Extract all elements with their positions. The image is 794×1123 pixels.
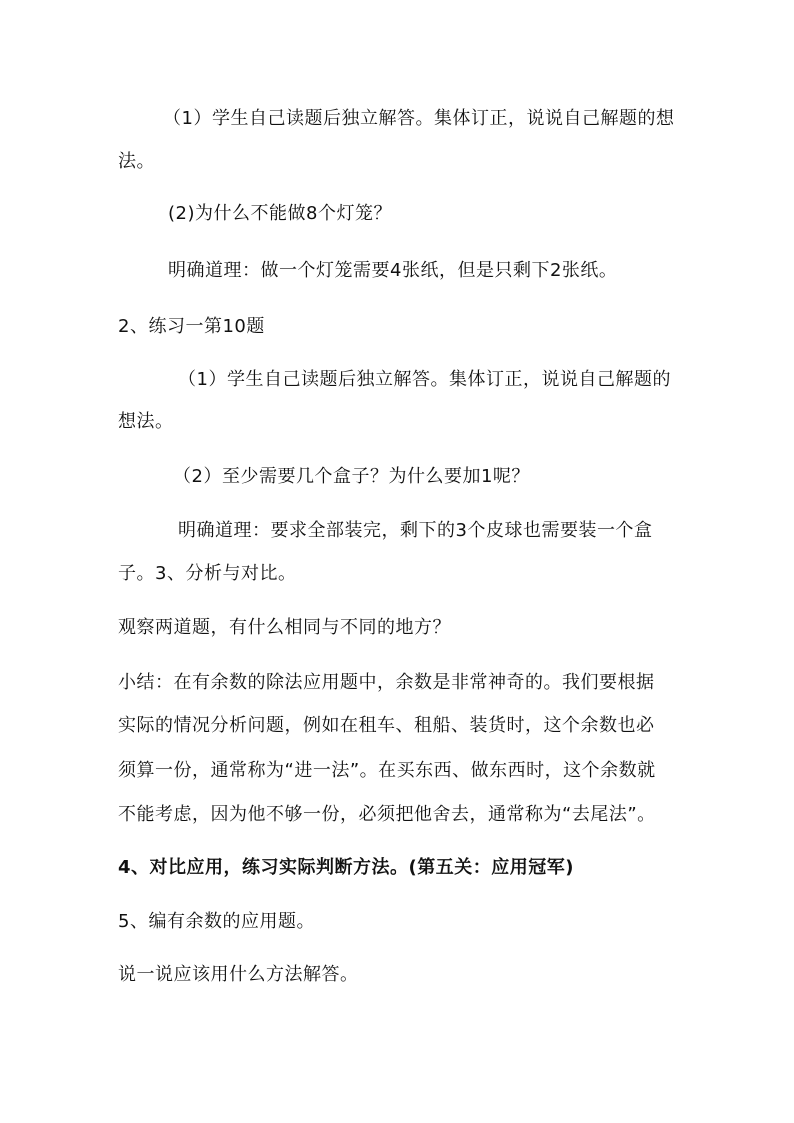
paragraph-line: 明确道理：做一个灯笼需要4张纸，但是只剩下2张纸。 xyxy=(168,260,618,281)
paragraph-line: 法。 xyxy=(118,151,155,172)
paragraph-line: （1）学生自己读题后独立解答。集体订正，说说自己解题的想 xyxy=(163,108,675,129)
section-heading: 2、练习一第10题 xyxy=(118,316,265,337)
section-heading: 5、编有余数的应用题。 xyxy=(118,911,315,932)
paragraph-line: 子。3、分析与对比。 xyxy=(118,563,297,584)
paragraph-line: （1）学生自己读题后独立解答。集体订正，说说自己解题的 xyxy=(178,369,671,390)
paragraph-line: （2）至少需要几个盒子？为什么要加1呢？ xyxy=(173,466,530,487)
paragraph-line: 想法。 xyxy=(118,411,174,432)
summary-line: 须算一份，通常称为“进一法”。在买东西、做东西时，这个余数就 xyxy=(118,760,656,781)
paragraph-line: 观察两道题，有什么相同与不同的地方？ xyxy=(118,617,451,638)
summary-line: 实际的情况分析问题，例如在租车、租船、装货时，这个余数也必 xyxy=(118,715,655,736)
paragraph-line: 说一说应该用什么方法解答。 xyxy=(118,964,359,985)
summary-line: 不能考虑，因为他不够一份，必须把他舍去，通常称为“去尾法”。 xyxy=(118,804,656,825)
summary-line: 小结：在有余数的除法应用题中，余数是非常神奇的。我们要根据 xyxy=(118,672,655,693)
section-heading: 4、对比应用，练习实际判断方法。(第五关：应用冠军) xyxy=(118,857,574,878)
paragraph-line: 明确道理：要求全部装完，剩下的3个皮球也需要装一个盒 xyxy=(178,520,653,541)
paragraph-line: (2)为什么不能做8个灯笼？ xyxy=(168,203,392,224)
